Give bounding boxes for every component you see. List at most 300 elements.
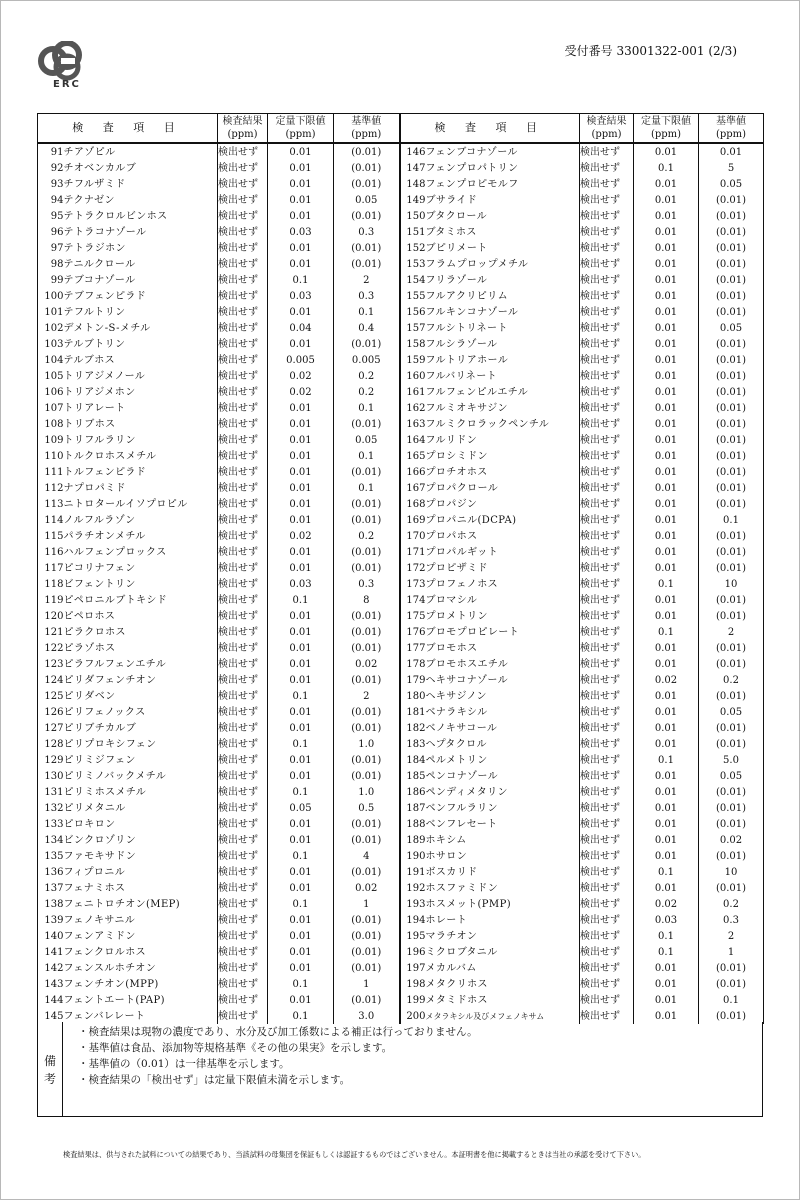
result-value: 検出せず bbox=[580, 416, 634, 432]
result-value: 検出せず bbox=[580, 960, 634, 976]
standard-value: (0.01) bbox=[334, 768, 400, 784]
standard-value: 0.05 bbox=[334, 192, 400, 208]
result-value: 検出せず bbox=[218, 736, 268, 752]
table-row bbox=[38, 384, 764, 400]
item-name: テフルトリン bbox=[64, 304, 218, 320]
table-row bbox=[38, 256, 764, 272]
result-value: 検出せず bbox=[580, 352, 634, 368]
row-number: 107 bbox=[38, 400, 64, 416]
result-value: 検出せず bbox=[218, 624, 268, 640]
item-name: パラチオンメチル bbox=[64, 528, 218, 544]
row-number: 180 bbox=[400, 688, 426, 704]
item-name: ピリプロキシフェン bbox=[64, 736, 218, 752]
row-number: 150 bbox=[400, 208, 426, 224]
result-value: 検出せず bbox=[218, 832, 268, 848]
item-name: ブロマシル bbox=[426, 592, 580, 608]
result-value: 検出せず bbox=[580, 816, 634, 832]
table-row bbox=[38, 656, 764, 672]
row-number: 146 bbox=[400, 143, 426, 160]
loq-value: 0.1 bbox=[634, 752, 699, 768]
row-number: 147 bbox=[400, 160, 426, 176]
row-number: 157 bbox=[400, 320, 426, 336]
result-value: 検出せず bbox=[580, 496, 634, 512]
row-number: 200 bbox=[400, 1008, 426, 1024]
item-name: ピリダベン bbox=[64, 688, 218, 704]
row-number: 130 bbox=[38, 768, 64, 784]
standard-value: (0.01) bbox=[334, 143, 400, 160]
standard-value: (0.01) bbox=[334, 624, 400, 640]
result-value: 検出せず bbox=[580, 400, 634, 416]
item-name: プロパジン bbox=[426, 496, 580, 512]
result-header: 検査結果 (ppm) bbox=[218, 114, 268, 144]
loq-value: 0.01 bbox=[268, 400, 334, 416]
item-name: デメトン-S-メチル bbox=[64, 320, 218, 336]
loq-value: 0.01 bbox=[634, 368, 699, 384]
table-row bbox=[38, 272, 764, 288]
row-number: 153 bbox=[400, 256, 426, 272]
table-row bbox=[38, 960, 764, 976]
result-value: 検出せず bbox=[580, 480, 634, 496]
table-row bbox=[38, 624, 764, 640]
row-number: 103 bbox=[38, 336, 64, 352]
loq-value: 0.1 bbox=[268, 736, 334, 752]
item-name: プロピザミド bbox=[426, 560, 580, 576]
row-number: 132 bbox=[38, 800, 64, 816]
result-value: 検出せず bbox=[218, 143, 268, 160]
row-number: 189 bbox=[400, 832, 426, 848]
standard-value: 2 bbox=[699, 928, 764, 944]
row-number: 136 bbox=[38, 864, 64, 880]
result-value: 検出せず bbox=[580, 912, 634, 928]
item-name: テトラコナゾール bbox=[64, 224, 218, 240]
item-name: ホサロン bbox=[426, 848, 580, 864]
item-name: フルキンコナゾール bbox=[426, 304, 580, 320]
loq-header: 定量下限値 (ppm) bbox=[268, 114, 334, 144]
table-row bbox=[38, 480, 764, 496]
standard-value: (0.01) bbox=[334, 416, 400, 432]
item-name: ピコリナフェン bbox=[64, 560, 218, 576]
result-value: 検出せず bbox=[218, 992, 268, 1008]
result-value: 検出せず bbox=[218, 528, 268, 544]
standard-value: 0.1 bbox=[334, 480, 400, 496]
result-value: 検出せず bbox=[218, 928, 268, 944]
loq-value: 0.01 bbox=[634, 816, 699, 832]
result-value: 検出せず bbox=[218, 912, 268, 928]
result-value: 検出せず bbox=[218, 816, 268, 832]
loq-value: 0.01 bbox=[634, 992, 699, 1008]
table-row bbox=[38, 976, 764, 992]
row-number: 144 bbox=[38, 992, 64, 1008]
item-name: フェンブコナゾール bbox=[426, 143, 580, 160]
standard-value: (0.01) bbox=[699, 656, 764, 672]
item-name: フェンプロパトリン bbox=[426, 160, 580, 176]
table-row bbox=[38, 240, 764, 256]
item-name: ニトロタールイソプロピル bbox=[64, 496, 218, 512]
table-row bbox=[38, 576, 764, 592]
item-header: 検 査 項 目 bbox=[38, 114, 218, 144]
result-value: 検出せず bbox=[218, 480, 268, 496]
row-number: 102 bbox=[38, 320, 64, 336]
result-value: 検出せず bbox=[218, 304, 268, 320]
loq-value: 0.01 bbox=[634, 208, 699, 224]
result-value: 検出せず bbox=[218, 288, 268, 304]
row-number: 196 bbox=[400, 944, 426, 960]
loq-value: 0.05 bbox=[268, 800, 334, 816]
loq-value: 0.1 bbox=[634, 624, 699, 640]
result-value: 検出せず bbox=[218, 576, 268, 592]
result-value: 検出せず bbox=[218, 688, 268, 704]
standard-value: (0.01) bbox=[699, 272, 764, 288]
item-name: ブロモホス bbox=[426, 640, 580, 656]
standard-value: 2 bbox=[334, 688, 400, 704]
standard-value: (0.01) bbox=[334, 464, 400, 480]
row-number: 91 bbox=[38, 143, 64, 160]
standard-value: 1.0 bbox=[334, 736, 400, 752]
standard-value: (0.01) bbox=[334, 640, 400, 656]
loq-value: 0.03 bbox=[268, 288, 334, 304]
loq-value: 0.01 bbox=[634, 432, 699, 448]
result-value: 検出せず bbox=[580, 240, 634, 256]
result-value: 検出せず bbox=[580, 768, 634, 784]
standard-value: (0.01) bbox=[699, 560, 764, 576]
item-name: ヘキサコナゾール bbox=[426, 672, 580, 688]
table-row bbox=[38, 592, 764, 608]
remarks-section bbox=[37, 1022, 763, 1117]
loq-value: 0.01 bbox=[634, 688, 699, 704]
loq-value: 0.01 bbox=[268, 704, 334, 720]
table-row bbox=[38, 464, 764, 480]
item-name: ピリミホスメチル bbox=[64, 784, 218, 800]
item-name: フルフェンピルエチル bbox=[426, 384, 580, 400]
result-value: 検出せず bbox=[580, 272, 634, 288]
loq-value: 0.01 bbox=[268, 752, 334, 768]
row-number: 191 bbox=[400, 864, 426, 880]
item-name: ミクロブタニル bbox=[426, 944, 580, 960]
row-number: 98 bbox=[38, 256, 64, 272]
loq-value: 0.01 bbox=[634, 480, 699, 496]
footer-disclaimer: 検査結果は、供与された試料についての結果であり、当該試料の母集団を保証もしくは認証するものではございません。本証明書を他に掲載するときは当社の承認を受けて下さい。 bbox=[63, 1150, 646, 1159]
standard-value: (0.01) bbox=[334, 544, 400, 560]
standard-value: 0.3 bbox=[699, 912, 764, 928]
loq-value: 0.01 bbox=[634, 1008, 699, 1024]
loq-value: 0.01 bbox=[634, 560, 699, 576]
standard-value: (0.01) bbox=[334, 240, 400, 256]
loq-value: 0.02 bbox=[268, 384, 334, 400]
standard-value: 0.1 bbox=[334, 448, 400, 464]
row-number: 119 bbox=[38, 592, 64, 608]
standard-value: 1 bbox=[334, 976, 400, 992]
table-row bbox=[38, 160, 764, 176]
result-value: 検出せず bbox=[218, 800, 268, 816]
row-number: 194 bbox=[400, 912, 426, 928]
loq-value: 0.01 bbox=[634, 384, 699, 400]
row-number: 173 bbox=[400, 576, 426, 592]
result-value: 検出せず bbox=[580, 512, 634, 528]
result-value: 検出せず bbox=[218, 672, 268, 688]
result-value: 検出せず bbox=[218, 384, 268, 400]
item-name: フェニトロチオン(MEP) bbox=[64, 896, 218, 912]
loq-value: 0.1 bbox=[634, 576, 699, 592]
standard-value: (0.01) bbox=[699, 224, 764, 240]
row-number: 110 bbox=[38, 448, 64, 464]
loq-value: 0.01 bbox=[268, 656, 334, 672]
loq-value: 0.01 bbox=[268, 416, 334, 432]
standard-value: (0.01) bbox=[699, 400, 764, 416]
item-name: プロパニル(DCPA) bbox=[426, 512, 580, 528]
item-name: フェノキサニル bbox=[64, 912, 218, 928]
standard-value: 1 bbox=[334, 896, 400, 912]
result-value: 検出せず bbox=[580, 640, 634, 656]
item-name: ヘキサジノン bbox=[426, 688, 580, 704]
item-name: ビフェントリン bbox=[64, 576, 218, 592]
row-number: 158 bbox=[400, 336, 426, 352]
result-value: 検出せず bbox=[580, 832, 634, 848]
row-number: 171 bbox=[400, 544, 426, 560]
receipt-number: 受付番号 33001322-001 (2/3) bbox=[564, 44, 737, 58]
loq-value: 0.01 bbox=[268, 448, 334, 464]
loq-value: 0.1 bbox=[268, 688, 334, 704]
row-number: 114 bbox=[38, 512, 64, 528]
item-name: フェンアミドン bbox=[64, 928, 218, 944]
loq-value: 0.01 bbox=[268, 192, 334, 208]
row-number: 101 bbox=[38, 304, 64, 320]
standard-value: 0.005 bbox=[334, 352, 400, 368]
row-number: 149 bbox=[400, 192, 426, 208]
standard-value: (0.01) bbox=[699, 880, 764, 896]
item-name: フルリドン bbox=[426, 432, 580, 448]
standard-value: 0.05 bbox=[699, 704, 764, 720]
result-value: 検出せず bbox=[580, 752, 634, 768]
result-value: 検出せず bbox=[218, 448, 268, 464]
loq-header-right: 定量下限値 (ppm) bbox=[634, 114, 699, 144]
row-number: 156 bbox=[400, 304, 426, 320]
row-number: 195 bbox=[400, 928, 426, 944]
standard-value: 0.3 bbox=[334, 576, 400, 592]
result-value: 検出せず bbox=[580, 1008, 634, 1024]
item-header-right: 検 査 項 目 bbox=[400, 114, 580, 144]
loq-value: 0.01 bbox=[268, 880, 334, 896]
standard-value: 0.01 bbox=[699, 143, 764, 160]
item-name: トルクロホスメチル bbox=[64, 448, 218, 464]
standard-value: (0.01) bbox=[334, 912, 400, 928]
loq-value: 0.01 bbox=[634, 736, 699, 752]
row-number: 174 bbox=[400, 592, 426, 608]
loq-value: 0.01 bbox=[634, 544, 699, 560]
result-value: 検出せず bbox=[580, 160, 634, 176]
result-value: 検出せず bbox=[218, 432, 268, 448]
row-number: 197 bbox=[400, 960, 426, 976]
standard-value: (0.01) bbox=[334, 608, 400, 624]
result-value: 検出せず bbox=[218, 352, 268, 368]
row-number: 96 bbox=[38, 224, 64, 240]
standard-value: (0.01) bbox=[334, 704, 400, 720]
item-name: ピラクロホス bbox=[64, 624, 218, 640]
standard-value: 10 bbox=[699, 576, 764, 592]
row-number: 199 bbox=[400, 992, 426, 1008]
result-value: 検出せず bbox=[580, 704, 634, 720]
row-number: 134 bbox=[38, 832, 64, 848]
standard-value: 0.05 bbox=[334, 432, 400, 448]
result-value: 検出せず bbox=[580, 624, 634, 640]
result-value: 検出せず bbox=[218, 176, 268, 192]
item-name: プロチオホス bbox=[426, 464, 580, 480]
standard-value: 0.02 bbox=[699, 832, 764, 848]
item-name: ピリミジフェン bbox=[64, 752, 218, 768]
row-number: 141 bbox=[38, 944, 64, 960]
row-number: 178 bbox=[400, 656, 426, 672]
item-name: フルミクロラックペンチル bbox=[426, 416, 580, 432]
table-row bbox=[38, 608, 764, 624]
row-number: 152 bbox=[400, 240, 426, 256]
row-number: 184 bbox=[400, 752, 426, 768]
table-row bbox=[38, 512, 764, 528]
result-value: 検出せず bbox=[580, 800, 634, 816]
result-value: 検出せず bbox=[580, 608, 634, 624]
table-row bbox=[38, 928, 764, 944]
standard-value: 0.05 bbox=[699, 176, 764, 192]
row-number: 99 bbox=[38, 272, 64, 288]
row-number: 160 bbox=[400, 368, 426, 384]
item-name: フリラゾール bbox=[426, 272, 580, 288]
standard-header-right: 基準値 (ppm) bbox=[699, 114, 764, 144]
result-header-right: 検査結果 (ppm) bbox=[580, 114, 634, 144]
table-row bbox=[38, 288, 764, 304]
loq-value: 0.01 bbox=[268, 143, 334, 160]
standard-value: (0.01) bbox=[334, 672, 400, 688]
loq-value: 0.1 bbox=[634, 160, 699, 176]
loq-value: 0.02 bbox=[268, 528, 334, 544]
standard-value: (0.01) bbox=[699, 720, 764, 736]
loq-value: 0.01 bbox=[634, 704, 699, 720]
standard-value: (0.01) bbox=[699, 208, 764, 224]
result-value: 検出せず bbox=[580, 288, 634, 304]
result-value: 検出せず bbox=[580, 880, 634, 896]
item-name: ブロモプロピレート bbox=[426, 624, 580, 640]
standard-value: (0.01) bbox=[699, 480, 764, 496]
item-name: ホキシム bbox=[426, 832, 580, 848]
item-name: トリアジメノール bbox=[64, 368, 218, 384]
loq-value: 0.01 bbox=[634, 656, 699, 672]
item-name: ビンクロゾリン bbox=[64, 832, 218, 848]
item-name: ペンコナゾール bbox=[426, 768, 580, 784]
standard-value: 0.2 bbox=[334, 368, 400, 384]
row-number: 182 bbox=[400, 720, 426, 736]
result-value: 検出せず bbox=[580, 176, 634, 192]
item-name: テトラジホン bbox=[64, 240, 218, 256]
result-value: 検出せず bbox=[218, 608, 268, 624]
standard-value: 1.0 bbox=[334, 784, 400, 800]
loq-value: 0.01 bbox=[268, 512, 334, 528]
item-name: ファモキサドン bbox=[64, 848, 218, 864]
result-value: 検出せず bbox=[580, 656, 634, 672]
loq-value: 0.03 bbox=[634, 912, 699, 928]
loq-value: 0.01 bbox=[634, 256, 699, 272]
loq-value: 0.01 bbox=[268, 208, 334, 224]
result-value: 検出せず bbox=[218, 208, 268, 224]
loq-value: 0.01 bbox=[268, 176, 334, 192]
standard-value: 0.3 bbox=[334, 224, 400, 240]
standard-value: (0.01) bbox=[699, 288, 764, 304]
result-value: 検出せず bbox=[218, 400, 268, 416]
loq-value: 0.01 bbox=[634, 720, 699, 736]
standard-value: (0.01) bbox=[699, 464, 764, 480]
item-name: フェンチオン(MPP) bbox=[64, 976, 218, 992]
item-name: ブロモホスエチル bbox=[426, 656, 580, 672]
item-name: フラムプロップメチル bbox=[426, 256, 580, 272]
row-number: 106 bbox=[38, 384, 64, 400]
loq-value: 0.01 bbox=[634, 832, 699, 848]
loq-value: 0.01 bbox=[268, 240, 334, 256]
item-name: フェンクロルホス bbox=[64, 944, 218, 960]
standard-value: 5.0 bbox=[699, 752, 764, 768]
row-number: 116 bbox=[38, 544, 64, 560]
loq-value: 0.01 bbox=[634, 608, 699, 624]
row-number: 193 bbox=[400, 896, 426, 912]
item-name: フェンプロピモルフ bbox=[426, 176, 580, 192]
result-value: 検出せず bbox=[580, 720, 634, 736]
result-value: 検出せず bbox=[218, 704, 268, 720]
standard-value: (0.01) bbox=[699, 416, 764, 432]
item-name: トリブホス bbox=[64, 416, 218, 432]
standard-value: (0.01) bbox=[334, 496, 400, 512]
loq-value: 0.01 bbox=[634, 496, 699, 512]
row-number: 165 bbox=[400, 448, 426, 464]
table-row bbox=[38, 448, 764, 464]
result-value: 検出せず bbox=[218, 240, 268, 256]
table-row bbox=[38, 640, 764, 656]
item-name: チオベンカルブ bbox=[64, 160, 218, 176]
loq-value: 0.01 bbox=[634, 784, 699, 800]
loq-value: 0.01 bbox=[268, 864, 334, 880]
table-row bbox=[38, 800, 764, 816]
result-value: 検出せず bbox=[580, 208, 634, 224]
standard-value: (0.01) bbox=[334, 944, 400, 960]
loq-value: 0.01 bbox=[634, 464, 699, 480]
item-name: フルバリネート bbox=[426, 368, 580, 384]
row-number: 177 bbox=[400, 640, 426, 656]
result-value: 検出せず bbox=[580, 592, 634, 608]
table-row bbox=[38, 672, 764, 688]
loq-value: 0.01 bbox=[634, 528, 699, 544]
loq-value: 0.02 bbox=[268, 368, 334, 384]
standard-value: (0.01) bbox=[699, 528, 764, 544]
result-value: 検出せず bbox=[218, 224, 268, 240]
loq-value: 0.01 bbox=[268, 672, 334, 688]
loq-value: 0.03 bbox=[268, 576, 334, 592]
row-number: 140 bbox=[38, 928, 64, 944]
result-value: 検出せず bbox=[580, 688, 634, 704]
table-row bbox=[38, 768, 764, 784]
standard-value: (0.01) bbox=[699, 976, 764, 992]
loq-value: 0.01 bbox=[268, 720, 334, 736]
item-name: フェントエート(PAP) bbox=[64, 992, 218, 1008]
item-name: フェナミホス bbox=[64, 880, 218, 896]
row-number: 155 bbox=[400, 288, 426, 304]
result-value: 検出せず bbox=[218, 512, 268, 528]
loq-value: 0.01 bbox=[634, 352, 699, 368]
item-name: ピペロホス bbox=[64, 608, 218, 624]
item-name: メタラキシル及びメフェノキサム bbox=[426, 1008, 580, 1024]
row-number: 94 bbox=[38, 192, 64, 208]
row-number: 190 bbox=[400, 848, 426, 864]
item-name: フィプロニル bbox=[64, 864, 218, 880]
result-value: 検出せず bbox=[218, 640, 268, 656]
result-value: 検出せず bbox=[580, 544, 634, 560]
row-number: 192 bbox=[400, 880, 426, 896]
result-value: 検出せず bbox=[218, 976, 268, 992]
row-number: 172 bbox=[400, 560, 426, 576]
standard-value: 0.1 bbox=[334, 304, 400, 320]
